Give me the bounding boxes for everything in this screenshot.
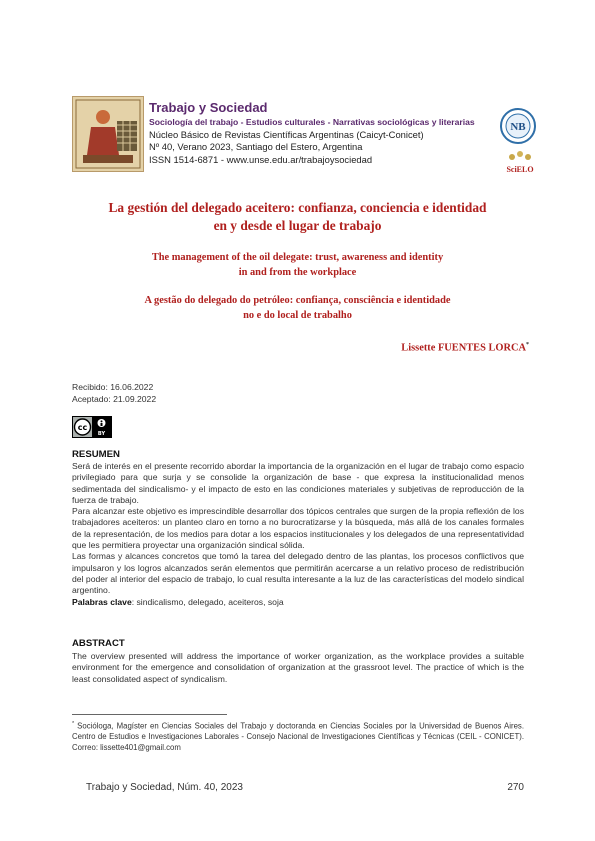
abstract-heading: ABSTRACT	[72, 638, 125, 649]
article-title-es-line2: en y desde el lugar de trabajo	[213, 218, 382, 233]
article-title-en-line2: in and from the workplace	[238, 267, 357, 278]
resumen-heading: RESUMEN	[72, 449, 120, 460]
cc-by-license-icon[interactable]	[72, 416, 112, 438]
accepted-date: Aceptado: 21.09.2022	[72, 394, 157, 404]
journal-title: Trabajo y Sociedad	[149, 100, 268, 115]
footnote-text: Socióloga, Magíster en Ciencias Sociales del Trabajo y doctoranda en Ciencias Sociales por la Universidad de Buenos Aires. Centro de Estudios e Investigaciones Laborales - Consejo Nacional de Investigaciones Científicas y Técnicas (CEIL - CONICET). Correo: lissette401@gmail.com	[72, 721, 524, 753]
abstract-paragraph-1: The overview presented will address the importance of worker organization, as the workplace provides a suitable environment for the emergence and consolidation of organization at the grassroot level. The practice of which is the least consolidated aspect of syndicalism.	[72, 651, 524, 684]
article-title-es	[60, 199, 535, 235]
scielo-logo	[500, 148, 540, 176]
article-title-pt-line1: A gestão do delegado do petróleo: confiança, consciência e identidade	[144, 295, 451, 306]
journal-logo	[72, 96, 144, 172]
article-title-es-line1: La gestión del delegado aceitero: confianza, conciencia e identidad	[108, 200, 487, 215]
article-title-pt	[60, 293, 535, 323]
footnote-mark: *	[72, 721, 75, 727]
nb-logo-text: NB	[510, 121, 526, 133]
abstract-body	[72, 651, 524, 685]
journal-subtitle: Sociología del trabajo - Estudios culturales - Narrativas sociológicas y literarias	[149, 117, 475, 127]
author-footnote-mark[interactable]: *	[526, 342, 529, 348]
author-name	[401, 342, 529, 353]
cc-text: cc	[77, 423, 88, 432]
resumen-paragraph-1: Será de interés en el presente recorrido abordar la importancia de la organización en el lugar de trabajo como espacio privilegiado para que surja y se consolide la organización de base - que expresa la institucionalidad menos sedimentada del sindicalismo- y el impacto de esto en las condiciones materiales y subjetivas de reproducción de la fuerza de trabajo.	[72, 461, 524, 505]
resumen-body	[72, 461, 524, 608]
scielo-logo-text: SciELO	[506, 165, 534, 174]
author-name-text: Lissette FUENTES LORCA	[401, 342, 526, 354]
journal-issn-line: ISSN 1514-6871 - www.unse.edu.ar/trabajoysociedad	[149, 154, 373, 165]
article-title-en-line1: The management of the oil delegate: trust, awareness and identity	[151, 252, 444, 263]
nb-logo	[500, 108, 536, 144]
keywords-line	[72, 597, 524, 608]
page-number: 270	[507, 782, 524, 793]
journal-index-line: Núcleo Básico de Revistas Científicas Argentinas (Caicyt-Conicet)	[149, 129, 424, 140]
resumen-paragraph-3: Las formas y alcances concretos que tomó la tarea del delegado dentro de las plantas, los procesos conflictivos que impulsaron y los logros alcanzados serán elementos que permitirán acercarse a un relativo proceso de redistribución del poder al interior del espacio de trabajo, lo cual resulta interesante a la luz de las características del modelo sindical argentino.	[72, 551, 524, 596]
journal-issue-line: Nº 40, Verano 2023, Santiago del Estero, Argentina	[149, 141, 363, 152]
footnote	[72, 719, 524, 754]
keywords-values: : sindicalismo, delegado, aceiteros, soja	[131, 596, 284, 607]
resumen-paragraph-2: Para alcanzar este objetivo es imprescindible desarrollar dos tópicos centrales que surgen de la propia reflexión de los trabajadores aceiteros: un planteo claro en torno a no burocratizarse y la búsqueda, más allá de los canales formales de la representación, de los medios para dotar a los espacios institucionales y los delegados de una representatividad que les permitiera proyectar una organización sindical sólida.	[72, 506, 524, 551]
article-title-pt-line2: no e do local de trabalho	[243, 310, 352, 321]
footnote-divider	[72, 714, 227, 715]
received-date: Recibido: 16.06.2022	[72, 382, 154, 392]
by-text: BY	[97, 431, 106, 437]
footer-citation: Trabajo y Sociedad, Núm. 40, 2023	[86, 782, 243, 793]
article-title-en	[60, 250, 535, 280]
keywords-label: Palabras clave	[72, 596, 132, 607]
